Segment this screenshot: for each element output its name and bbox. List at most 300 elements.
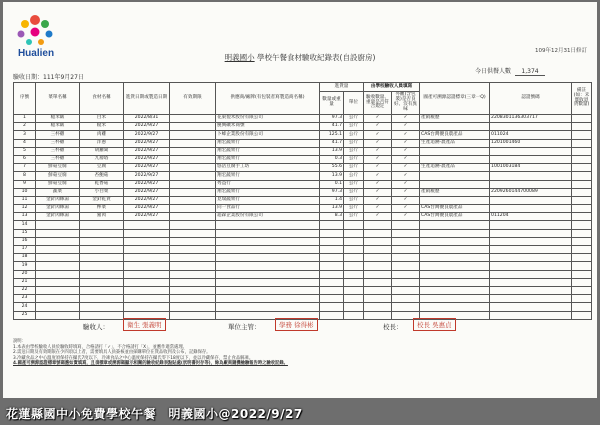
- cell-label: [420, 295, 490, 303]
- cell-note: [572, 295, 592, 303]
- served-value: 1,374: [515, 68, 545, 76]
- cell-exp: [170, 221, 216, 229]
- cell-note: [572, 262, 592, 270]
- cell-exp: [170, 115, 216, 123]
- cell-ok-look: ✓: [392, 213, 420, 221]
- cell-item: [80, 221, 124, 229]
- cell-no: 8: [14, 172, 36, 180]
- cell-item: 九層塔: [80, 155, 124, 163]
- cell-menu: 三杯雞: [36, 155, 80, 163]
- cell-exp: [170, 196, 216, 204]
- cell-code: [490, 229, 572, 237]
- cell-code: 011024: [490, 131, 572, 139]
- cell-ok-look: [392, 295, 420, 303]
- cell-ok-look: [392, 229, 420, 237]
- cell-menu: 蔬菜: [36, 188, 80, 196]
- cell-label: [420, 180, 490, 188]
- table-row: [14, 155, 592, 163]
- cell-note: [572, 221, 592, 229]
- table-row: [14, 246, 592, 254]
- cell-menu: 三杯雞: [36, 147, 80, 155]
- cell-qty: [320, 262, 344, 270]
- col-ok-look: 外觀(含包裝)是否良好、沒有異味: [392, 92, 420, 115]
- cell-qty: 13.9: [320, 147, 344, 155]
- cell-code: 1001003184: [490, 164, 572, 172]
- inspector-stamp: 衛生 張義明: [123, 318, 166, 331]
- cell-exp: [170, 205, 216, 213]
- cell-supplier: 翔宏蔬果行: [216, 147, 320, 155]
- cell-item: [80, 246, 124, 254]
- cell-no: 25: [14, 311, 36, 319]
- inspector-label: 驗收人：: [83, 323, 109, 331]
- cell-menu: 金針肉絲湯: [36, 196, 80, 204]
- cell-label: [420, 196, 490, 204]
- col-code: 認證號碼: [490, 83, 572, 115]
- cell-supplier: [216, 295, 320, 303]
- cell-no: 18: [14, 254, 36, 262]
- cell-note: [572, 123, 592, 131]
- cell-exp: [170, 303, 216, 311]
- cell-item: 榨菜: [80, 205, 124, 213]
- cell-label: [420, 262, 490, 270]
- table-row: [14, 115, 592, 123]
- cell-item: [80, 303, 124, 311]
- cell-exp: [170, 147, 216, 155]
- cell-no: 9: [14, 180, 36, 188]
- cell-date: 2022/9/27: [124, 147, 170, 155]
- cell-supplier: 超森企業股份有限公司: [216, 213, 320, 221]
- cell-note: [572, 131, 592, 139]
- cell-item: 肉雞: [80, 131, 124, 139]
- unit-head-stamp: 學務 徐得彬: [275, 318, 318, 331]
- cell-supplier: 悠活豆腐手工坊: [216, 164, 320, 172]
- cell-ok-qty: ✓: [364, 131, 392, 139]
- cell-qty: [320, 270, 344, 278]
- title-text: 學校午餐食材驗收紀錄表(自設廚房): [257, 53, 376, 62]
- cell-ok-look: [392, 237, 420, 245]
- table-row: [14, 196, 592, 204]
- cell-menu: [36, 254, 80, 262]
- cell-code: [490, 221, 572, 229]
- cell-label: CAS台灣優良農產品: [420, 131, 490, 139]
- cell-no: 22: [14, 286, 36, 294]
- cell-code: [490, 205, 572, 213]
- cell-no: 10: [14, 188, 36, 196]
- cell-date: [124, 237, 170, 245]
- cell-no: 12: [14, 205, 36, 213]
- cell-ok-look: [392, 246, 420, 254]
- cell-date: 2022/9/27: [124, 164, 170, 172]
- col-unit: 單位: [344, 92, 364, 115]
- cell-qty: 1.4: [320, 196, 344, 204]
- cell-no: 11: [14, 196, 36, 204]
- cell-ok-qty: [364, 237, 392, 245]
- cell-item: [80, 270, 124, 278]
- cell-supplier: [216, 270, 320, 278]
- cell-menu: [36, 295, 80, 303]
- cell-label: 產銷履歷: [420, 188, 490, 196]
- cell-note: [572, 180, 592, 188]
- cell-menu: [36, 237, 80, 245]
- cell-code: 2209260144700089: [490, 188, 572, 196]
- watermark-caption: 花蓮縣國中小免費學校午餐 明義國小@2022/9/27: [6, 407, 303, 421]
- cell-ok-qty: ✓: [364, 123, 392, 131]
- cell-label: 生產追溯-農產品: [420, 139, 490, 147]
- cell-supplier: [216, 221, 320, 229]
- cell-item: 乾香菇: [80, 180, 124, 188]
- cell-ok-look: [392, 262, 420, 270]
- cell-supplier: 秀益行: [216, 180, 320, 188]
- cell-no: 2: [14, 123, 36, 131]
- cell-code: [490, 196, 572, 204]
- cell-menu: [36, 221, 80, 229]
- cell-item: 小白菜: [80, 188, 124, 196]
- cell-label: [420, 229, 490, 237]
- cell-exp: [170, 254, 216, 262]
- cell-menu: 鮮菇豆腐: [36, 164, 80, 172]
- cell-date: 2022/9/27: [124, 180, 170, 188]
- table-row: [14, 278, 592, 286]
- cell-ok-look: ✓: [392, 188, 420, 196]
- cell-qty: [320, 295, 344, 303]
- cell-exp: [170, 155, 216, 163]
- cell-qty: 0.1: [320, 180, 344, 188]
- cell-menu: 三杯雞: [36, 139, 80, 147]
- cell-label: [420, 123, 490, 131]
- cell-unit: 公斤: [344, 139, 364, 147]
- cell-note: [572, 237, 592, 245]
- cell-supplier: 慶興碾米商號: [216, 123, 320, 131]
- cell-qty: [320, 237, 344, 245]
- col-supplier: 供應商/廠牌(有包裝者寫製造商名稱): [216, 83, 320, 115]
- cell-supplier: 翔宏蔬果行: [216, 155, 320, 163]
- cell-supplier: [216, 246, 320, 254]
- cell-date: 2022/9/27: [124, 205, 170, 213]
- cell-ok-qty: [364, 295, 392, 303]
- cell-code: [490, 286, 572, 294]
- cell-date: [124, 229, 170, 237]
- cell-ok-look: [392, 221, 420, 229]
- cell-no: 1: [14, 115, 36, 123]
- form-title: [3, 52, 597, 63]
- cell-unit: [344, 237, 364, 245]
- cell-supplier: [216, 278, 320, 286]
- cell-exp: [170, 295, 216, 303]
- form-paper: [3, 2, 597, 398]
- cell-label: [420, 147, 490, 155]
- table-row: [14, 262, 592, 270]
- cell-code: [490, 246, 572, 254]
- cell-label: [420, 221, 490, 229]
- cell-ok-qty: ✓: [364, 155, 392, 163]
- col-ok-qty: 驗收數量、重量是否符合規定: [364, 92, 392, 115]
- note-1: 1.本表由學校驗收人員於驗收時填寫，合格請打「✓」，不合格請打「X」，並應作適當處理。: [13, 344, 187, 350]
- cell-ok-qty: ✓: [364, 196, 392, 204]
- cell-code: [490, 270, 572, 278]
- cell-unit: 公斤: [344, 188, 364, 196]
- table-row: [14, 254, 592, 262]
- cell-code: [490, 278, 572, 286]
- cell-date: [124, 286, 170, 294]
- cell-ok-look: [392, 254, 420, 262]
- cell-no: 14: [14, 221, 36, 229]
- cell-no: 4: [14, 139, 36, 147]
- cell-ok-qty: ✓: [364, 213, 392, 221]
- cell-note: [572, 270, 592, 278]
- cell-supplier: 花東製米股份有限公司: [216, 115, 320, 123]
- cell-exp: [170, 286, 216, 294]
- table-row: [14, 188, 592, 196]
- cell-supplier: 翔宏蔬果行: [216, 188, 320, 196]
- cell-exp: [170, 278, 216, 286]
- table-row: [14, 229, 592, 237]
- cell-ok-qty: ✓: [364, 180, 392, 188]
- cell-exp: [170, 172, 216, 180]
- cell-exp: [170, 213, 216, 221]
- cell-ok-look: [392, 303, 420, 311]
- cell-note: [572, 139, 592, 147]
- col-menu: 菜單名稱: [36, 83, 80, 115]
- cell-unit: 公斤: [344, 196, 364, 204]
- cell-unit: 公斤: [344, 205, 364, 213]
- cell-menu: 金針肉絲湯: [36, 205, 80, 213]
- principal-label: 校長：: [383, 323, 403, 331]
- cell-ok-qty: ✓: [364, 147, 392, 155]
- cell-qty: 97.3: [320, 188, 344, 196]
- served-count: [475, 66, 545, 76]
- cell-unit: 公斤: [344, 123, 364, 131]
- cell-code: [490, 123, 572, 131]
- cell-ok-look: ✓: [392, 196, 420, 204]
- cell-unit: 公斤: [344, 115, 364, 123]
- cell-date: 2022/9/27: [124, 196, 170, 204]
- note-3: 3.冷藏食品之中心溫度須保持在攝氏7度以下，冷凍食品之中心溫度保持在攝氏零下18度以下，並以冷藏保存，禁止食品解凍。: [13, 355, 254, 361]
- table-row: [14, 123, 592, 131]
- cell-unit: 公斤: [344, 164, 364, 172]
- cell-qty: 41.7: [320, 139, 344, 147]
- cell-menu: 糙米飯: [36, 115, 80, 123]
- cell-label: [420, 155, 490, 163]
- cell-ok-qty: ✓: [364, 205, 392, 213]
- cell-ok-qty: [364, 303, 392, 311]
- cell-label: [420, 278, 490, 286]
- cell-exp: [170, 180, 216, 188]
- cell-ok-look: ✓: [392, 205, 420, 213]
- cell-code: [490, 180, 572, 188]
- cell-label: [420, 270, 490, 278]
- cell-menu: [36, 246, 80, 254]
- cell-item: [80, 254, 124, 262]
- cell-code: [490, 155, 572, 163]
- cell-qty: 0.3: [320, 155, 344, 163]
- cell-exp: [170, 262, 216, 270]
- signature-area: [13, 316, 591, 336]
- cell-exp: [170, 237, 216, 245]
- cell-qty: 13.9: [320, 205, 344, 213]
- cell-ok-look: ✓: [392, 131, 420, 139]
- cell-ok-qty: ✓: [364, 139, 392, 147]
- cell-ok-look: ✓: [392, 147, 420, 155]
- cell-no: 15: [14, 229, 36, 237]
- cell-no: 3: [14, 131, 36, 139]
- cell-date: [124, 246, 170, 254]
- cell-ok-qty: ✓: [364, 172, 392, 180]
- cell-menu: [36, 286, 80, 294]
- cell-item: [80, 237, 124, 245]
- cell-code: [490, 303, 572, 311]
- cell-item: 豬肉: [80, 213, 124, 221]
- cell-qty: 55.6: [320, 164, 344, 172]
- table-row: [14, 270, 592, 278]
- logo-text: Hualien: [17, 48, 55, 59]
- cell-unit: 公斤: [344, 180, 364, 188]
- cell-qty: 97.3: [320, 115, 344, 123]
- cell-ok-look: ✓: [392, 164, 420, 172]
- cell-code: 011204: [490, 213, 572, 221]
- cell-code: [490, 147, 572, 155]
- note-4: 4.國產可溯源認證標章號碼應如實填寫，且須標章或溯源碼顯示相關的驗收紀錄表點貼處(狀明書封存等)，餘為廠商隨機檢驗報告時之驗收記錄。: [13, 361, 288, 367]
- cell-qty: 125.1: [320, 131, 344, 139]
- col-exp: 有效期限: [170, 83, 216, 115]
- table-row: [14, 131, 592, 139]
- cell-label: 生產追溯-農產品: [420, 164, 490, 172]
- principal-stamp: 校長 吳惠貞: [413, 318, 456, 331]
- cell-qty: [320, 278, 344, 286]
- cell-unit: 公斤: [344, 147, 364, 155]
- cell-exp: [170, 270, 216, 278]
- cell-exp: [170, 188, 216, 196]
- cell-label: [420, 172, 490, 180]
- cell-date: [124, 270, 170, 278]
- cell-item: 白米: [80, 115, 124, 123]
- cell-qty: [320, 246, 344, 254]
- table-row: [14, 172, 592, 180]
- cell-unit: [344, 262, 364, 270]
- cell-exp: [170, 164, 216, 172]
- inspection-date: 驗收日期：111年9月27日: [13, 74, 84, 81]
- cell-no: 7: [14, 164, 36, 172]
- cell-label: CAS台灣優良農產品: [420, 213, 490, 221]
- cell-item: [80, 278, 124, 286]
- cell-supplier: [216, 262, 320, 270]
- cell-note: [572, 147, 592, 155]
- col-qty: 數量或重量: [320, 92, 344, 115]
- cell-item: 豆腐: [80, 164, 124, 172]
- cell-code: [490, 262, 572, 270]
- col-note: 備註(如：未實收退貨數量): [572, 83, 592, 115]
- cell-item: [80, 286, 124, 294]
- cell-supplier: [216, 286, 320, 294]
- table-row: [14, 180, 592, 188]
- cell-ok-qty: ✓: [364, 115, 392, 123]
- table-row: [14, 237, 592, 245]
- cell-item: 金針乾貨: [80, 196, 124, 204]
- cell-exp: [170, 139, 216, 147]
- cell-ok-look: [392, 270, 420, 278]
- cell-date: 2022/9/27: [124, 213, 170, 221]
- cell-item: [80, 262, 124, 270]
- cell-qty: 8.3: [320, 213, 344, 221]
- table-row: [14, 295, 592, 303]
- col-date: 進貨日期或製造日期: [124, 83, 170, 115]
- cell-date: 2022/9/27: [124, 188, 170, 196]
- cell-note: [572, 155, 592, 163]
- cell-menu: 糙米飯: [36, 123, 80, 131]
- table-row: [14, 205, 592, 213]
- cell-code: [490, 295, 572, 303]
- cell-note: [572, 196, 592, 204]
- cell-note: [572, 286, 592, 294]
- cell-unit: [344, 303, 364, 311]
- table-row: [14, 164, 592, 172]
- cell-label: CAS台灣優良農產品: [420, 205, 490, 213]
- col-item: 食材名稱: [80, 83, 124, 115]
- cell-unit: [344, 246, 364, 254]
- table-row: [14, 147, 592, 155]
- cell-no: 16: [14, 237, 36, 245]
- cell-code: 1201001460: [490, 139, 572, 147]
- notes-heading: 說明：: [13, 339, 26, 344]
- table-row: [14, 221, 592, 229]
- cell-ok-qty: [364, 278, 392, 286]
- served-label: 今日供餐人數: [474, 68, 511, 75]
- cell-ok-qty: [364, 286, 392, 294]
- cell-item: 糙米: [80, 123, 124, 131]
- cell-qty: [320, 221, 344, 229]
- cell-ok-look: ✓: [392, 123, 420, 131]
- cell-unit: 公斤: [344, 172, 364, 180]
- cell-note: [572, 254, 592, 262]
- cell-no: 13: [14, 213, 36, 221]
- cell-ok-look: ✓: [392, 115, 420, 123]
- cell-ok-look: [392, 278, 420, 286]
- cell-menu: 鮮菇豆腐: [36, 172, 80, 180]
- cell-date: [124, 295, 170, 303]
- inspection-table: [13, 82, 592, 320]
- school-name: 明義國小: [224, 53, 255, 62]
- cell-code: 2208301136303717: [490, 115, 572, 123]
- cell-item: [80, 229, 124, 237]
- cell-note: [572, 229, 592, 237]
- cell-ok-qty: [364, 246, 392, 254]
- cell-label: [420, 254, 490, 262]
- cell-unit: [344, 278, 364, 286]
- cell-date: [124, 221, 170, 229]
- cell-unit: 公斤: [344, 155, 364, 163]
- cell-label: 產銷履歷: [420, 115, 490, 123]
- cell-note: [572, 115, 592, 123]
- table-row: [14, 303, 592, 311]
- cell-menu: 鮮菇豆腐: [36, 180, 80, 188]
- col-label: 國產可溯源認證標章(三章一Q): [420, 83, 490, 115]
- cell-ok-qty: [364, 254, 392, 262]
- group-inspection: 由學校驗收人員填寫: [364, 83, 420, 92]
- table-row: [14, 286, 592, 294]
- cell-label: [420, 286, 490, 294]
- cell-qty: [320, 303, 344, 311]
- unit-head-label: 單位主管：: [228, 323, 261, 331]
- cell-label: [420, 237, 490, 245]
- cell-date: [124, 262, 170, 270]
- cell-unit: [344, 270, 364, 278]
- cell-supplier: 卜蜂企業股份有限公司: [216, 131, 320, 139]
- cell-qty: 41.7: [320, 123, 344, 131]
- cell-item: 洋蔥: [80, 139, 124, 147]
- cell-date: 2022/8/31: [124, 115, 170, 123]
- note-2: 2.需送日期及有效期限在少四項以上者，需要填具人員簽核並由採購單位在貨品收到及公布，記錄保存。: [13, 350, 211, 356]
- cell-item: 杏鮑菇: [80, 172, 124, 180]
- table-row: [14, 213, 592, 221]
